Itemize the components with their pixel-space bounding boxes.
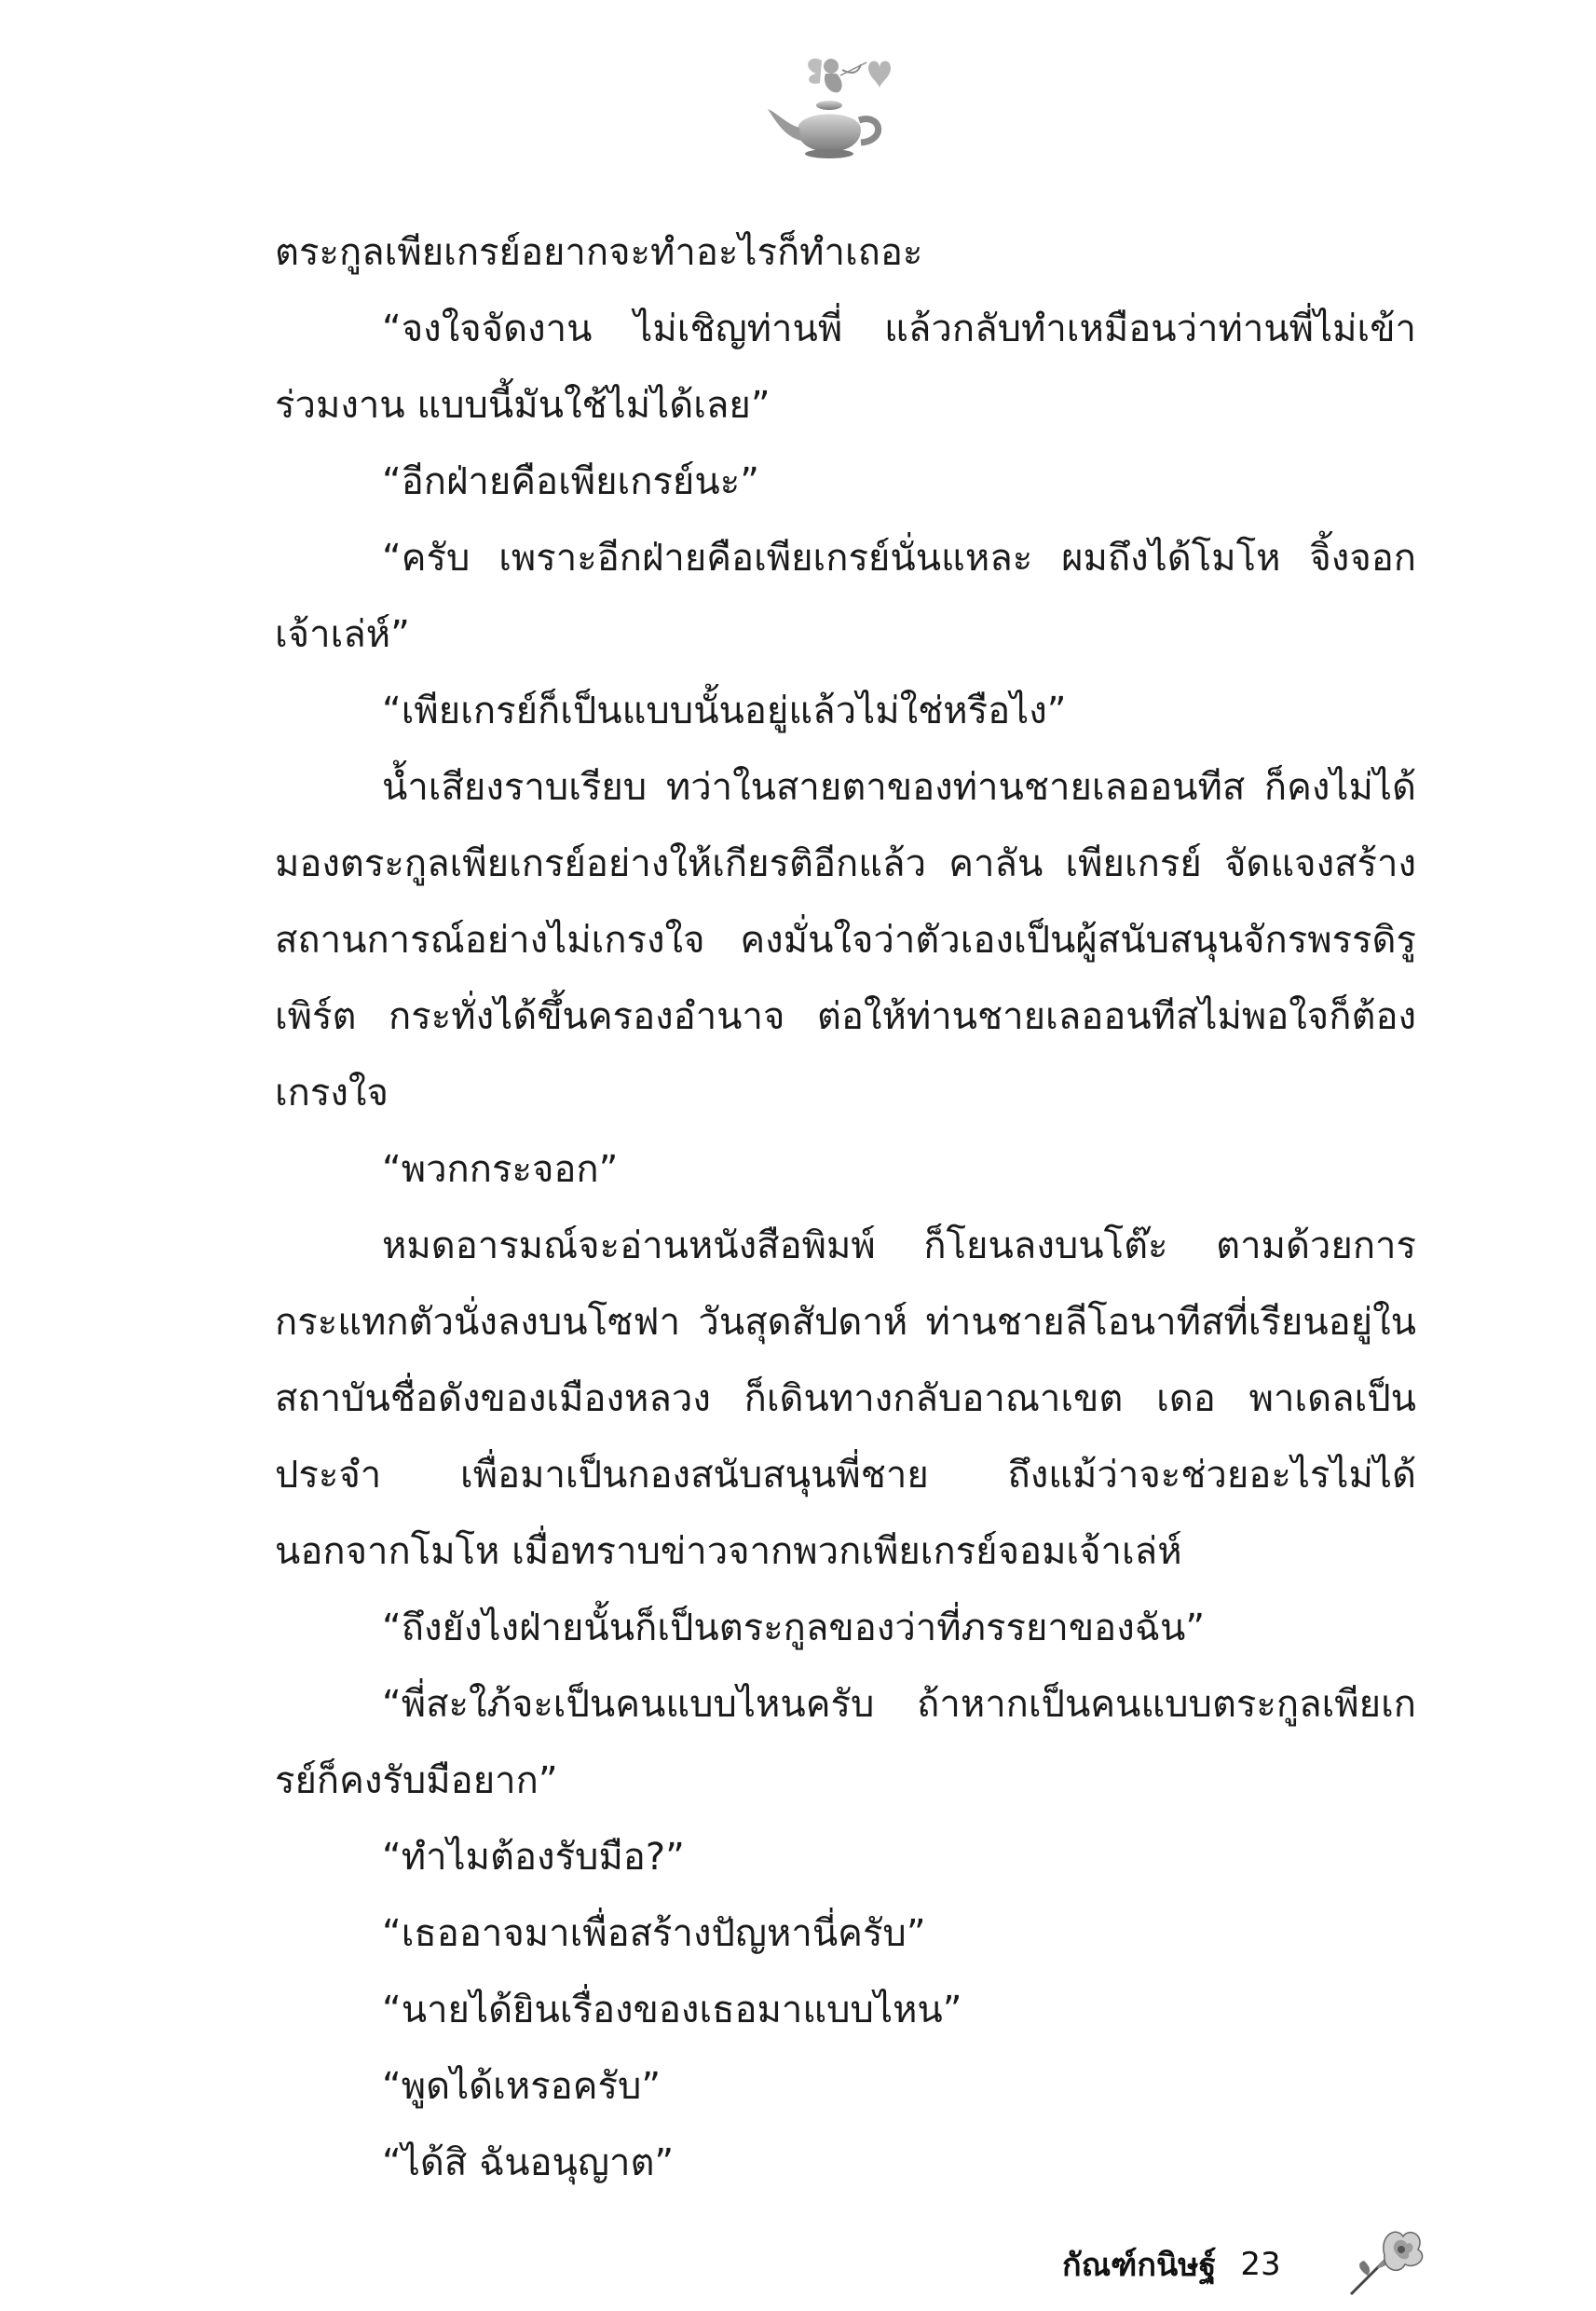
paragraph: “พี่สะใภ้จะเป็นคนแบบไหนครับ ถ้าหากเป็นคนแบบตระกูลเพียเกรย์ก็คงรับมือยาก” xyxy=(275,1683,1416,1802)
paragraph: น้ำเสียงราบเรียบ ทว่าในสายตาของท่านชายเลออนทีส ก็คงไม่ได้มองตระกูลเพียเกรย์อย่างให้เกียรติอีกแล้ว คาลัน เพียเกรย์ จัดแจงสร้างสถานการณ์อย่างไม่เกรงใจ คงมั่นใจว่าตัวเองเป็นผู้สนับสนุนจักรพรรดิรูเพิร์ต กระทั่งได้ขึ้นครองอำนาจ ต่อให้ท่านชายเลออนทีสไม่พอใจก็ต้องเกรงใจ xyxy=(275,766,1416,1114)
paragraph: หมดอารมณ์จะอ่านหนังสือพิมพ์ ก็โยนลงบนโต๊ะ ตามด้วยการกระแทกตัวนั่งลงบนโซฟา วันสุดสัปดาห์ ท่านชายลีโอนาทีสที่เรียนอยู่ในสถาบันชื่อดังของเมืองหลวง ก็เดินทางกลับอาณาเขต เดอ พาเดลเป็นประจำ เพื่อมาเป็นกองสนับสนุนพี่ชาย ถึงแม้ว่าจะช่วยอะไรไม่ได้นอกจากโมโห เมื่อทราบข่าวจากพวกเพียเกรย์จอมเจ้าเล่ห์ xyxy=(275,1224,1416,1573)
paragraph: “อีกฝ่ายคือเพียเกรย์นะ” xyxy=(382,460,759,503)
paragraph: ตระกูลเพียเกรย์อยากจะทำอะไรก็ทำเถอะ xyxy=(275,231,923,274)
paragraph: “ถึงยังไงฝ่ายนั้นก็เป็นตระกูลของว่าที่ภรรยาของฉัน” xyxy=(382,1607,1206,1649)
rose-flower-icon xyxy=(1342,2208,1435,2302)
paragraph: “นายได้ยินเรื่องของเธอมาแบบไหน” xyxy=(382,1989,962,2031)
paragraph: “ครับ เพราะอีกฝ่ายคือเพียเกรย์นั่นแหละ ผมถึงได้โมโห จิ้งจอกเจ้าเล่ห์” xyxy=(275,537,1416,656)
teapot-cupid-ornament-icon xyxy=(764,51,904,163)
paragraph: “พวกกระจอก” xyxy=(382,1148,619,1191)
body-text xyxy=(275,214,1416,2184)
book-title: กัณฑ์กนิษฐ์ xyxy=(1062,2247,1217,2284)
paragraph: “เพียเกรย์ก็เป็นแบบนั้นอยู่แล้วไม่ใช่หรือไง” xyxy=(382,690,1067,732)
paragraph: “ทำไมต้องรับมือ?” xyxy=(382,1836,685,1879)
paragraph: “พูดได้เหรอครับ” xyxy=(382,2065,662,2108)
page-footer xyxy=(1062,2232,1435,2297)
paragraph: “เธออาจมาเพื่อสร้างปัญหานี่ครับ” xyxy=(382,1912,926,1955)
page-number: 23 xyxy=(1240,2246,1281,2283)
paragraph: “จงใจจัดงาน ไม่เชิญท่านพี่ แล้วกลับทำเหมือนว่าท่านพี่ไม่เข้าร่วมงาน แบบนี้มันใช้ไม่ได้เลย” xyxy=(275,308,1416,427)
paragraph: “ได้สิ ฉันอนุญาต” xyxy=(382,2141,675,2184)
